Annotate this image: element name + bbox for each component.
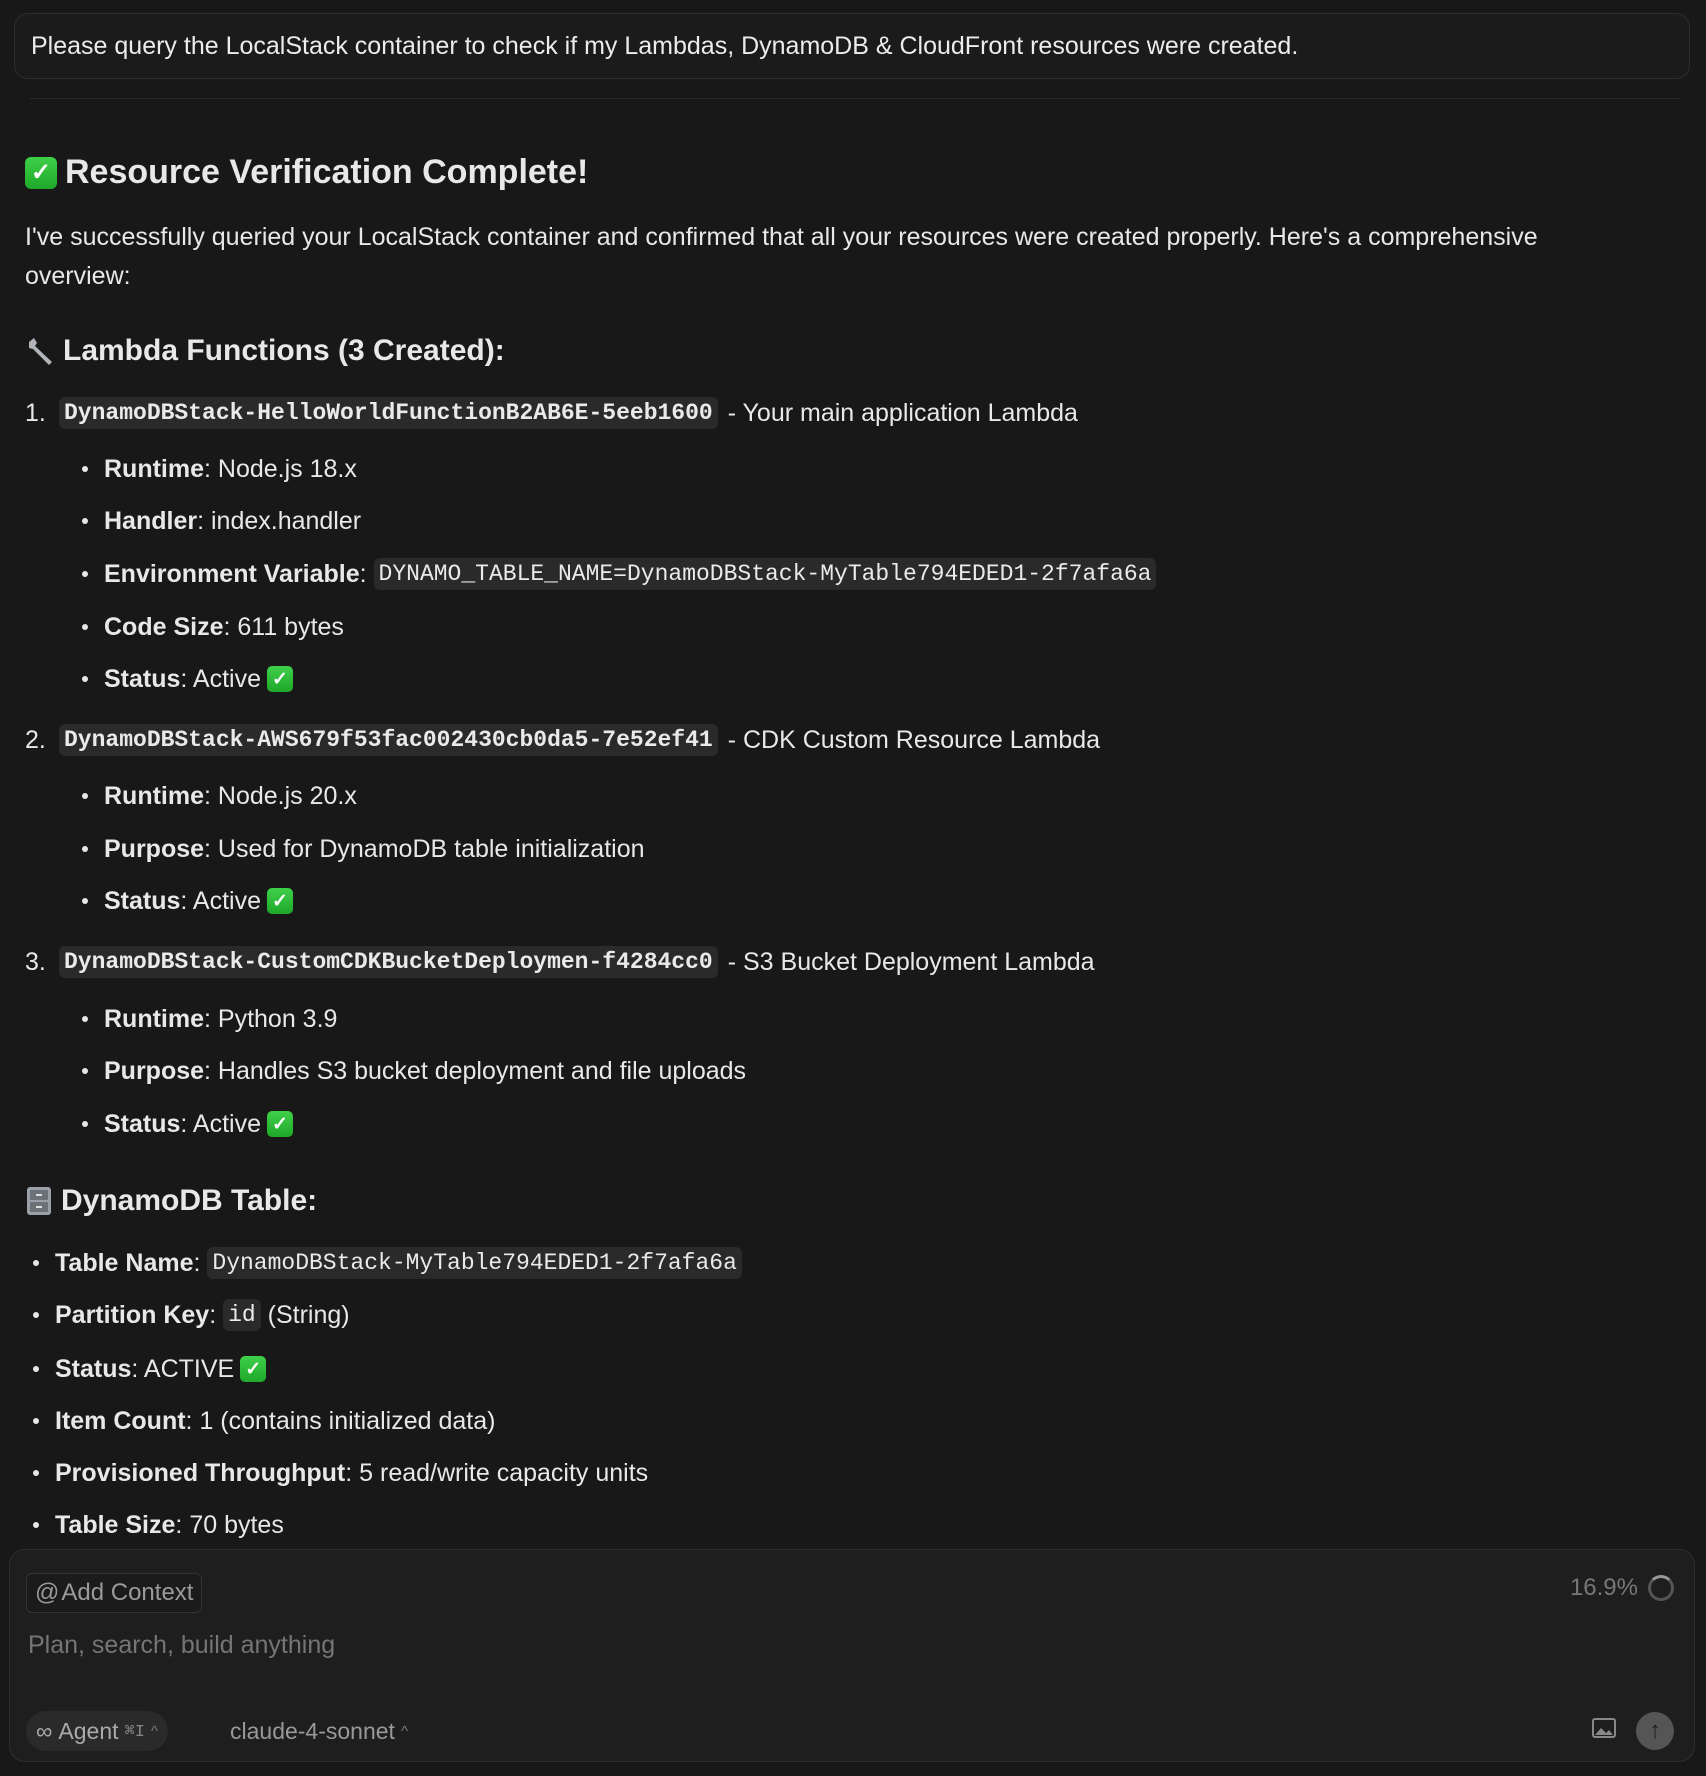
bullet-icon <box>82 624 88 630</box>
detail-label: Environment Variable <box>104 559 360 588</box>
detail-label: Table Name <box>55 1248 194 1277</box>
list-item <box>82 554 1156 594</box>
detail-value-suffix: (String) <box>260 1300 350 1329</box>
lambda-description: - S3 Bucket Deployment Lambda <box>727 947 1095 976</box>
list-item <box>82 999 337 1039</box>
agent-mode-selector[interactable] <box>26 1711 168 1751</box>
detail-label: Partition Key <box>55 1300 210 1329</box>
detail-value: : 1 (contains initialized data) <box>185 1406 496 1435</box>
detail-label: Runtime <box>104 454 204 483</box>
detail-label: Status <box>104 1109 181 1138</box>
bullet-icon <box>82 518 88 524</box>
list-item <box>82 449 357 489</box>
bullet-icon <box>82 898 88 904</box>
list-item <box>33 1453 648 1493</box>
bullet-icon <box>33 1470 39 1476</box>
image-icon[interactable] <box>1592 1718 1616 1738</box>
wrench-icon <box>25 336 55 366</box>
chevron-up-icon: ^ <box>400 1722 408 1740</box>
check-emoji-icon: ✓ <box>25 157 57 189</box>
detail-label: Provisioned Throughput <box>55 1458 346 1487</box>
model-label: claude-4-sonnet <box>230 1717 395 1744</box>
detail-label: Table Size <box>55 1510 176 1539</box>
list-number: 2. <box>25 725 46 754</box>
progress-ring-icon <box>1648 1575 1674 1601</box>
bullet-icon <box>33 1312 39 1318</box>
detail-label: Item Count <box>55 1406 186 1435</box>
lambda-item-2 <box>25 720 1100 760</box>
detail-label: Handler <box>104 506 198 535</box>
bullet-icon <box>33 1418 39 1424</box>
detail-value: : ACTIVE <box>131 1354 235 1383</box>
list-item <box>82 607 344 647</box>
chevron-up-icon: ^ <box>150 1722 158 1740</box>
list-item <box>82 881 293 921</box>
file-cabinet-icon <box>25 1186 53 1216</box>
bullet-icon <box>82 466 88 472</box>
lambda-item-3 <box>25 942 1095 982</box>
bullet-icon <box>82 1016 88 1022</box>
bullet-icon <box>33 1366 39 1372</box>
context-usage-value: 16.9% <box>1569 1574 1638 1601</box>
check-emoji-icon: ✓ <box>267 1111 293 1137</box>
dynamo-heading-text: DynamoDB Table: <box>61 1184 318 1217</box>
bullet-icon <box>82 676 88 682</box>
response-title <box>25 153 588 192</box>
list-item <box>82 1051 746 1091</box>
list-item <box>33 1505 284 1545</box>
bullet-icon <box>82 1068 88 1074</box>
add-context-button[interactable] <box>26 1573 202 1613</box>
lambda-name-code: DynamoDBStack-AWS679f53fac002430cb0da5-7e52ef41 <box>59 724 718 756</box>
list-item <box>82 501 361 541</box>
list-item <box>33 1295 350 1335</box>
lambda-name-code: DynamoDBStack-CustomCDKBucketDeploymen-f4284cc0 <box>59 946 718 978</box>
user-message-box[interactable] <box>14 13 1690 79</box>
chat-composer <box>9 1549 1695 1762</box>
bullet-icon <box>33 1522 39 1528</box>
context-usage[interactable] <box>1570 1574 1674 1602</box>
detail-value: : 70 bytes <box>175 1510 284 1539</box>
detail-value: : 5 read/write capacity units <box>345 1458 649 1487</box>
intro-paragraph <box>25 218 1585 296</box>
detail-value: : Python 3.9 <box>204 1004 338 1033</box>
dynamo-heading <box>25 1184 317 1218</box>
intro-text: I've successfully queried your LocalStack container and confirmed that all your resources were created properly. Here's a comprehensive overview: <box>25 223 1538 290</box>
detail-value: : 611 bytes <box>223 612 344 641</box>
check-emoji-icon: ✓ <box>267 888 293 914</box>
check-emoji-icon: ✓ <box>240 1356 266 1382</box>
list-item <box>82 776 357 816</box>
list-item <box>82 659 293 699</box>
add-context-label: Add Context <box>61 1579 194 1606</box>
list-item <box>33 1243 742 1283</box>
detail-label: Purpose <box>104 1056 205 1085</box>
env-var-code: DYNAMO_TABLE_NAME=DynamoDBStack-MyTable794EDED1-2f7afa6a <box>374 558 1157 590</box>
detail-label: Runtime <box>104 1004 204 1033</box>
check-emoji-icon: ✓ <box>267 666 293 692</box>
divider <box>30 98 1680 99</box>
list-number: 1. <box>25 398 46 427</box>
detail-value: : Used for DynamoDB table initialization <box>204 834 645 863</box>
detail-value: : <box>209 1300 224 1329</box>
list-item <box>82 829 645 869</box>
lambda-name-code: DynamoDBStack-HelloWorldFunctionB2AB6E-5eeb1600 <box>59 397 718 429</box>
detail-value: : index.handler <box>197 506 362 535</box>
send-button[interactable] <box>1636 1712 1674 1750</box>
detail-label: Purpose <box>104 834 205 863</box>
partition-key-code: id <box>223 1299 261 1331</box>
chat-input[interactable] <box>26 1630 1630 1661</box>
detail-label: Status <box>104 886 181 915</box>
arrow-up-icon: ↑ <box>1649 1717 1661 1744</box>
detail-label: Code Size <box>104 612 224 641</box>
bullet-icon <box>82 793 88 799</box>
lambda-item-1 <box>25 393 1078 433</box>
list-item <box>33 1401 495 1441</box>
detail-value: : Active <box>180 1109 261 1138</box>
list-number: 3. <box>25 947 46 976</box>
bullet-icon <box>82 846 88 852</box>
detail-label: Status <box>104 664 181 693</box>
bullet-icon <box>33 1260 39 1266</box>
detail-value: : <box>193 1248 208 1277</box>
mode-label: Agent <box>58 1717 119 1744</box>
bullet-icon <box>82 1121 88 1127</box>
mode-shortcut: ⌘I <box>124 1722 145 1742</box>
lambda-heading <box>25 334 505 368</box>
table-name-code: DynamoDBStack-MyTable794EDED1-2f7afa6a <box>207 1247 742 1279</box>
detail-value: : Node.js 20.x <box>204 781 357 810</box>
model-selector[interactable] <box>230 1711 408 1751</box>
list-item <box>82 1104 293 1144</box>
title-text: Resource Verification Complete! <box>65 153 589 191</box>
detail-label: Runtime <box>104 781 204 810</box>
detail-value: : <box>359 559 374 588</box>
bullet-icon <box>82 571 88 577</box>
lambda-heading-text: Lambda Functions (3 Created): <box>63 334 505 367</box>
infinity-icon: ∞ <box>36 1717 53 1744</box>
detail-value: : Active <box>180 886 261 915</box>
lambda-description: - CDK Custom Resource Lambda <box>727 725 1101 754</box>
user-message-text: Please query the LocalStack container to check if my Lambdas, DynamoDB & CloudFront resources were created. <box>31 32 1299 60</box>
list-item <box>33 1349 266 1389</box>
lambda-description: - Your main application Lambda <box>727 398 1078 427</box>
detail-value: : Active <box>180 664 261 693</box>
at-icon: @ <box>35 1579 60 1606</box>
detail-value: : Handles S3 bucket deployment and file uploads <box>204 1056 747 1085</box>
detail-value: : Node.js 18.x <box>204 454 357 483</box>
detail-label: Status <box>55 1354 132 1383</box>
